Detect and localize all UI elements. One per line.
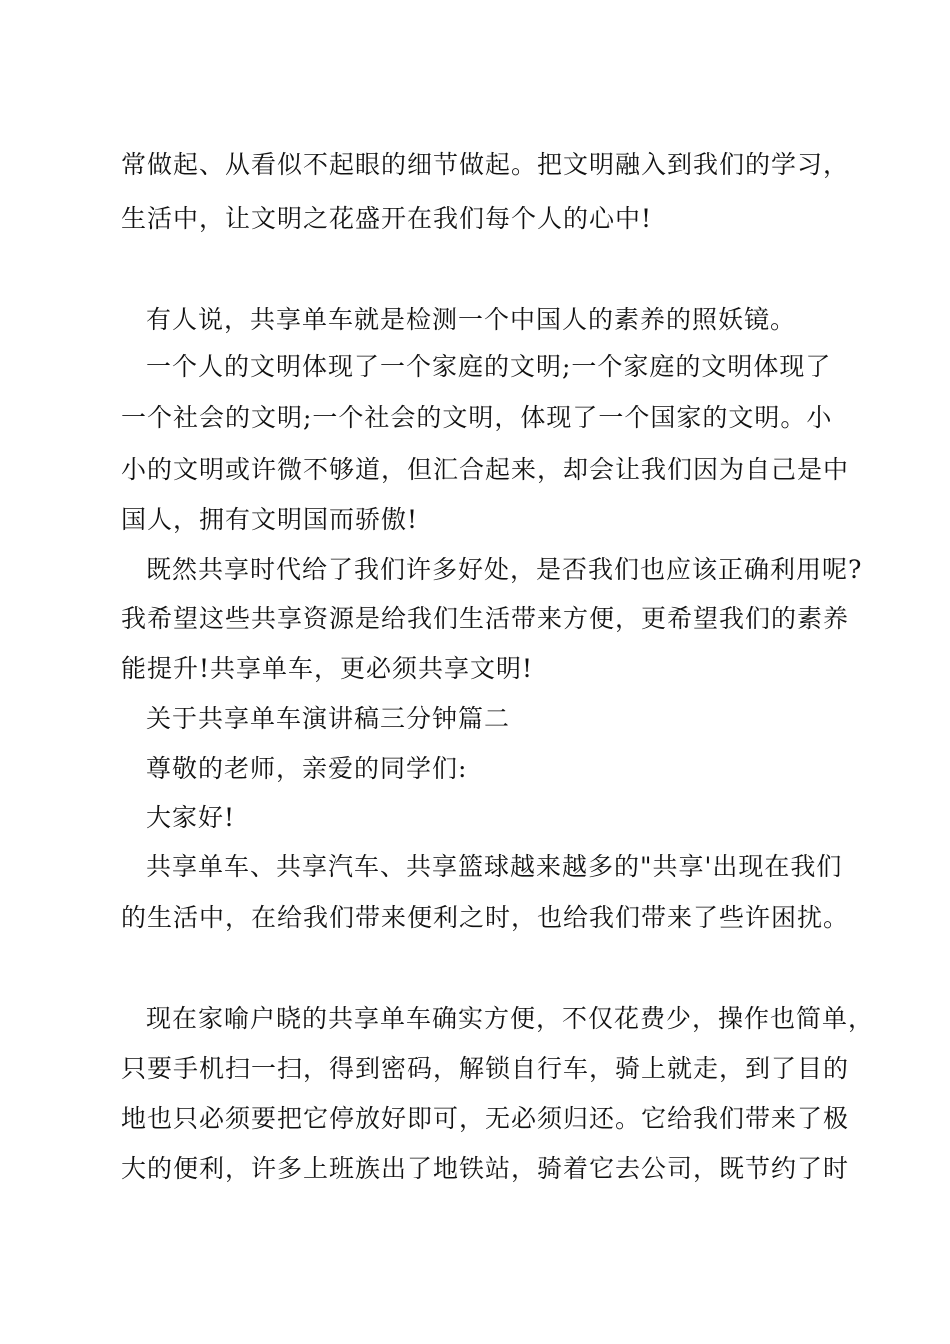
salutation: 尊敬的老师，亲爱的同学们: <box>146 754 468 783</box>
text-line: 一个人的文明体现了一个家庭的文明;一个家庭的文明体现了 <box>146 352 832 381</box>
text-line: 现在家喻户晓的共享单车确实方便，不仅花费少，操作也简单， <box>146 1004 875 1033</box>
text-line: 小的文明或许微不够道，但汇合起来，却会让我们因为自己是中 <box>121 455 850 484</box>
text-line: 生活中，让文明之花盛开在我们每个人的心中! <box>121 204 653 233</box>
text-line: 只要手机扫一扫，得到密码，解锁自行车，骑上就走，到了目的 <box>121 1054 850 1083</box>
text-line: 一个社会的文明;一个社会的文明，体现了一个国家的文明。小 <box>121 403 833 432</box>
text-line: 既然共享时代给了我们许多好处，是否我们也应该正确利用呢? <box>146 555 863 584</box>
text-line: 常做起、从看似不起眼的细节做起。把文明融入到我们的学习， <box>121 150 850 179</box>
text-line: 有人说，共享单车就是检测一个中国人的素养的照妖镜。 <box>146 305 797 334</box>
section-heading: 关于共享单车演讲稿三分钟篇二 <box>146 704 511 733</box>
text-line: 的生活中，在给我们带来便利之时，也给我们带来了些许困扰。 <box>121 903 850 932</box>
greeting: 大家好! <box>146 803 236 832</box>
text-line: 共享单车、共享汽车、共享篮球越来越多的"共享'出现在我们 <box>146 852 843 881</box>
text-line: 能提升!共享单车，更必须共享文明! <box>121 654 534 683</box>
text-line: 我希望这些共享资源是给我们生活带来方便，更希望我们的素养 <box>121 604 850 633</box>
text-line: 地也只必须要把它停放好即可，无必须归还。它给我们带来了极 <box>121 1104 850 1133</box>
text-line: 国人，拥有文明国而骄傲! <box>121 505 419 534</box>
text-line: 大的便利，许多上班族出了地铁站，骑着它去公司，既节约了时 <box>121 1154 850 1183</box>
